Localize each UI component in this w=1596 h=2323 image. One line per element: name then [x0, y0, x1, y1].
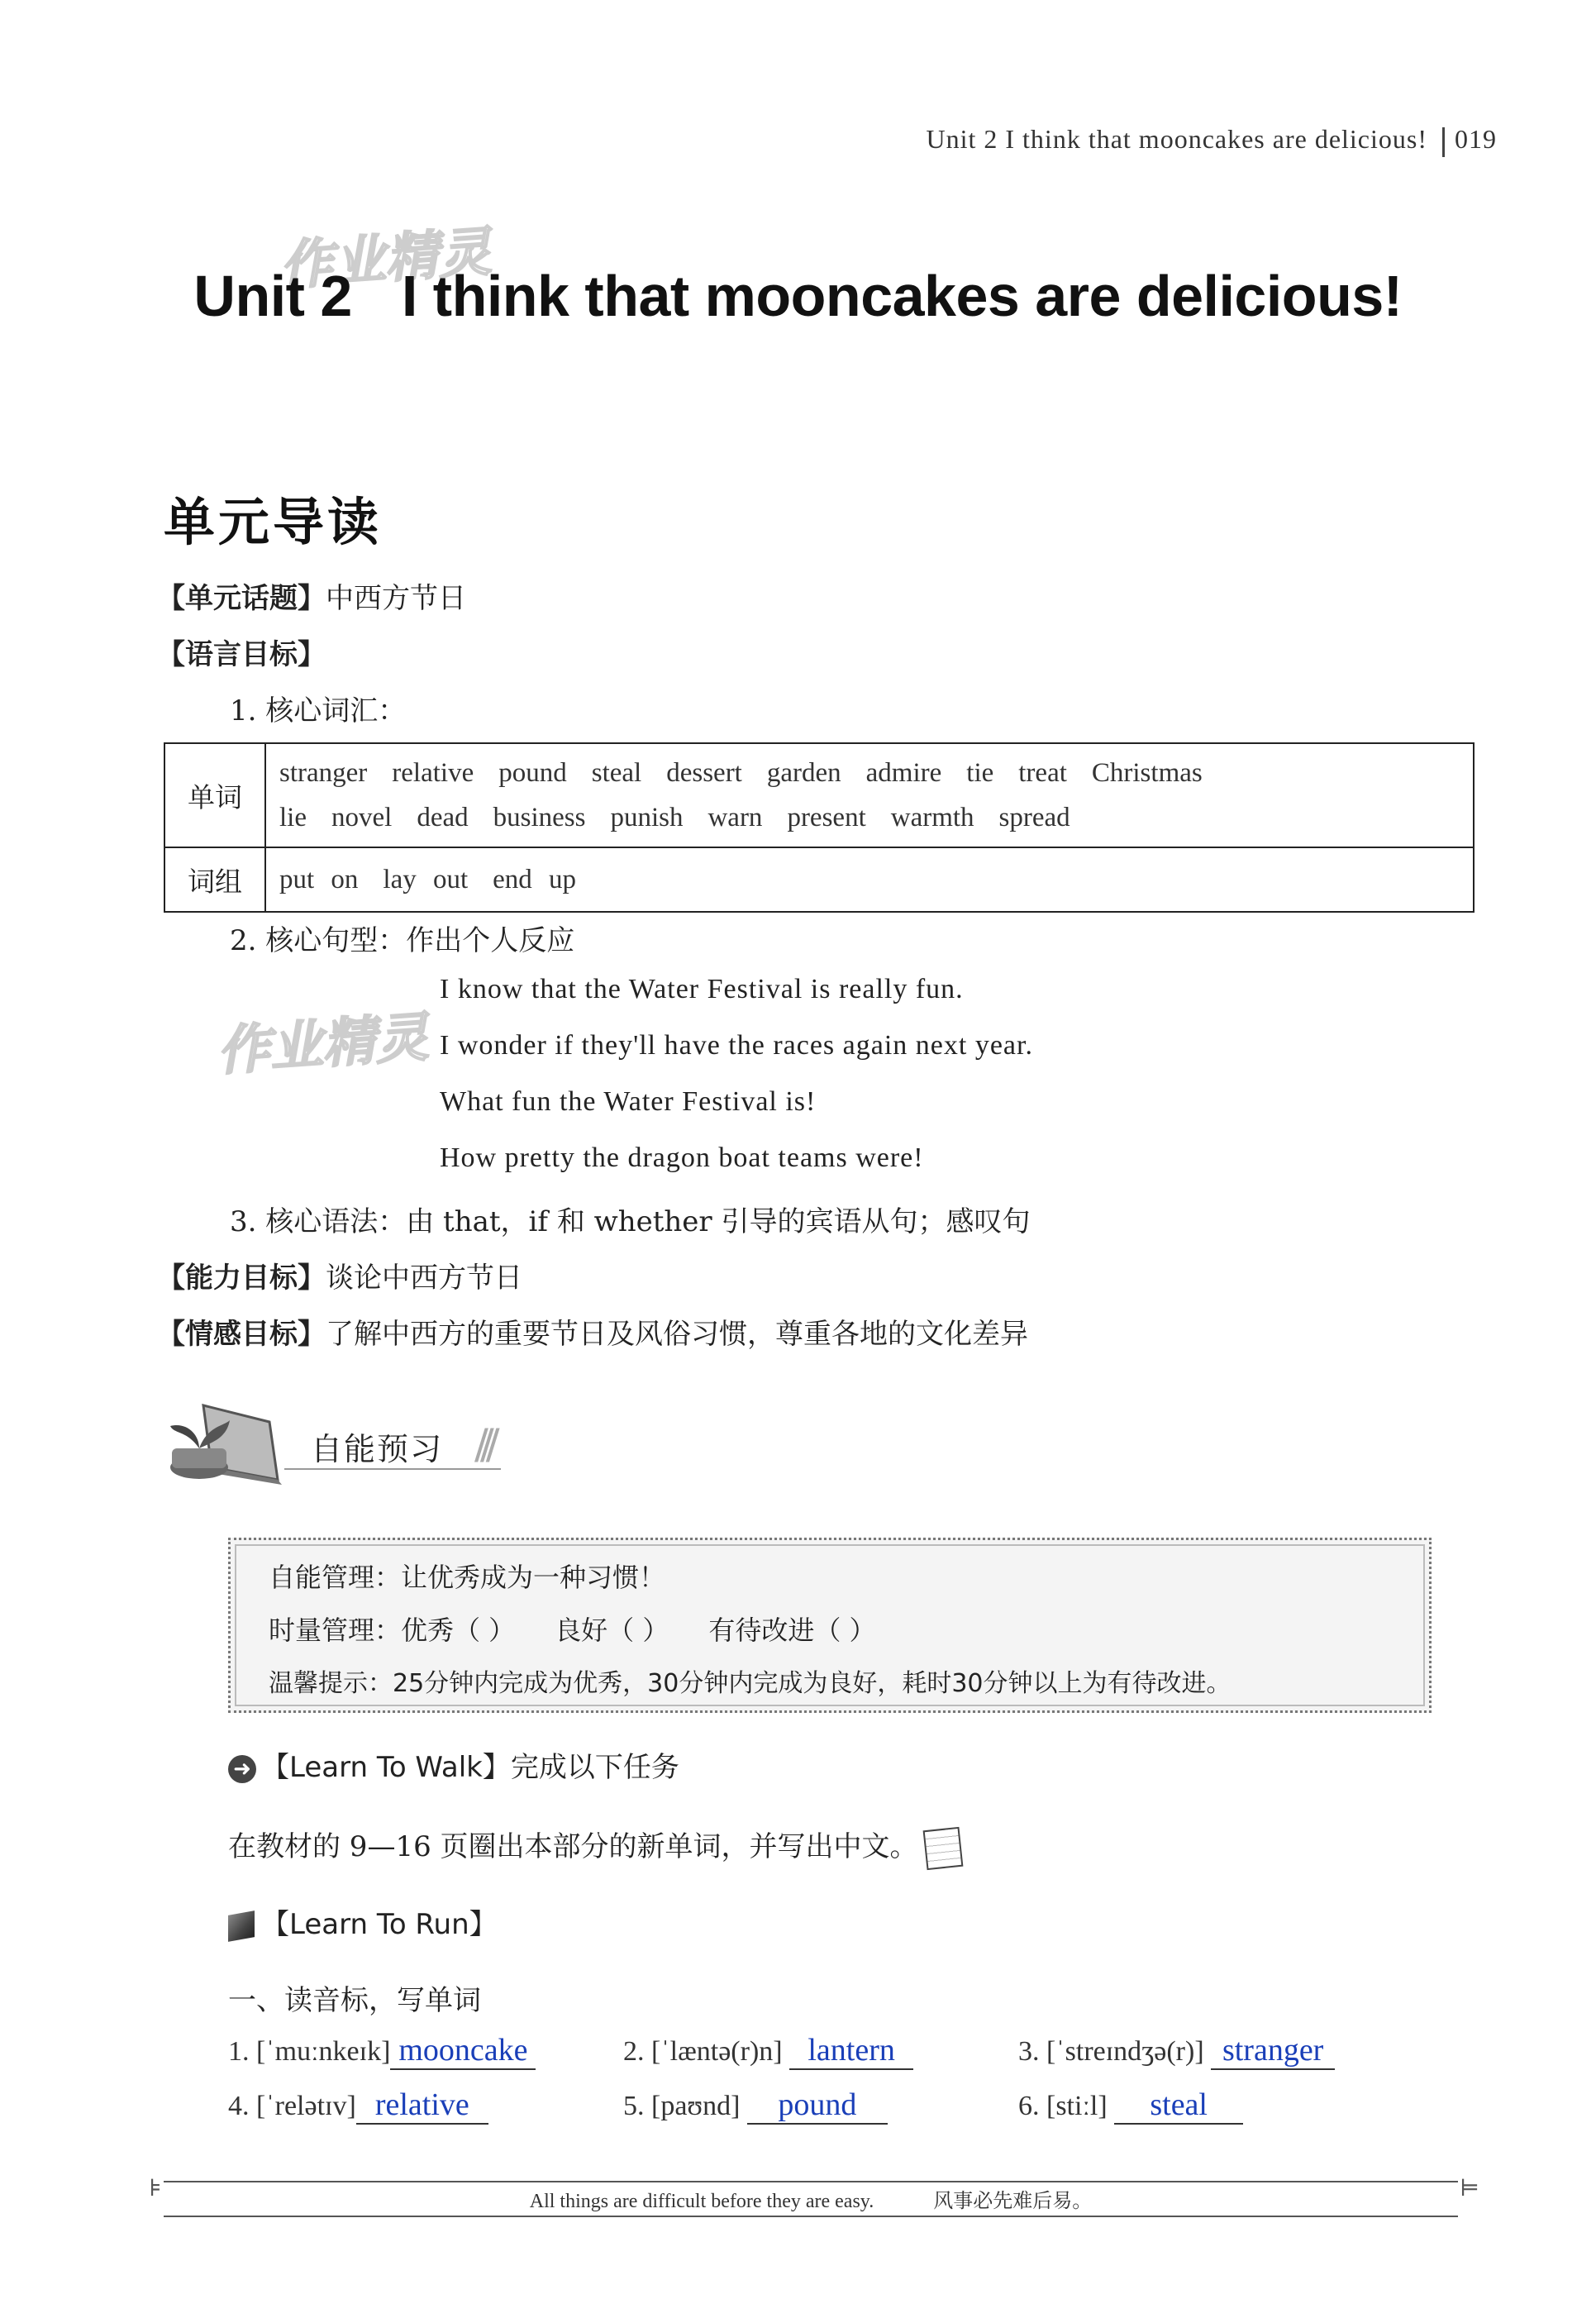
emotion-value: 了解中西方的重要节日及风俗习惯，尊重各地的文化差异 — [326, 1318, 1028, 1351]
footer-text: All things are difficult before they are easy. 风事必先难后易。 — [529, 2191, 1093, 2212]
vocab-word: steal — [591, 758, 642, 788]
sentence-4: How pretty the dragon boat teams were! — [440, 1142, 924, 1173]
language-goals-line — [157, 632, 326, 672]
words-cell — [265, 743, 1474, 847]
vocab-word: relative — [392, 758, 474, 788]
answer-field[interactable]: steal — [1114, 2087, 1243, 2125]
vocab-word: lie — [279, 803, 307, 832]
sentence-intro — [230, 918, 574, 958]
vocab-word: treat — [1018, 758, 1067, 788]
vocab-word: spread — [998, 803, 1070, 832]
watermark-top: 作业精灵 — [278, 222, 493, 296]
vocab-word: present — [787, 803, 866, 832]
language-goals-label: 【语言目标】 — [157, 638, 326, 671]
grammar-text: 由 that，if 和 whether 引导的宾语从句；感叹句 — [406, 1205, 1031, 1238]
answer-field[interactable]: pound — [747, 2087, 888, 2125]
answer-field[interactable]: mooncake — [390, 2032, 536, 2070]
vocab-word: pound — [498, 758, 567, 788]
arrow-right-icon: ➜ — [228, 1755, 256, 1783]
answer-field[interactable]: lantern — [789, 2032, 913, 2070]
unit-title — [0, 263, 1596, 329]
box-line-2: 时量管理：优秀（ ） 良好（ ） 有待改进（ ） — [269, 1615, 876, 1646]
box-line-1: 自能管理：让优秀成为一种习惯！ — [269, 1562, 666, 1593]
answer-field[interactable]: relative — [356, 2087, 488, 2125]
vocab-word: dead — [417, 803, 469, 832]
ability-goal-line — [157, 1255, 522, 1295]
exercise-2 — [623, 2032, 913, 2070]
sentence-1: I know that the Water Festival is really fun. — [440, 974, 964, 1004]
running-header — [926, 124, 1497, 157]
box-line-3: 温馨提示：25分钟内完成为优秀，30分钟内完成为良好，耗时30分钟以上为有待改进。 — [269, 1669, 1232, 1698]
footer-bar — [149, 2174, 1480, 2217]
preview-underline — [284, 1468, 501, 1470]
vocab-word: warmth — [890, 803, 974, 832]
learn-to-walk-heading — [228, 1744, 679, 1785]
phonetic: [ˈrelətɪv] — [256, 2091, 356, 2121]
page-number: 019 — [1455, 124, 1497, 154]
preview-title: 自能预习 — [311, 1431, 444, 1467]
sentence-intro-text: 作出个人反应 — [406, 924, 575, 957]
run-heading-text: 【Learn To Run】 — [261, 1908, 498, 1941]
words-label: 单词 — [164, 743, 265, 847]
exercise-num: 2. — [623, 2036, 645, 2067]
vocab-phrase: end up — [493, 865, 577, 894]
walk-task — [228, 1824, 961, 1868]
vocab-word: Christmas — [1091, 758, 1203, 788]
header-divider — [1442, 127, 1445, 157]
exercise-5 — [623, 2087, 888, 2125]
vocab-word: admire — [865, 758, 942, 788]
exercise-num: 3. — [1018, 2036, 1040, 2067]
phonetic: [ˈmuːnkeɪk] — [256, 2036, 391, 2067]
section-heading: 单元导读 — [164, 492, 383, 552]
sentence-3: What fun the Water Festival is! — [440, 1086, 817, 1117]
phonetic: [ˈlæntə(r)n] — [651, 2036, 783, 2067]
cube-icon — [228, 1910, 255, 1942]
phonetic: [ˈstreɪndʒə(r)] — [1046, 2036, 1204, 2067]
exercise-num: 6. — [1018, 2091, 1040, 2121]
unit-topic-line — [157, 575, 466, 616]
phrases-row — [164, 847, 1474, 912]
vocab-word: garden — [766, 758, 841, 788]
exercise-num: 1. — [228, 2036, 250, 2067]
walk-task-text: 在教材的 9—16 页圈出本部分的新单词，并写出中文。 — [228, 1830, 918, 1863]
ability-value: 谈论中西方节日 — [326, 1262, 522, 1295]
topic-label: 【单元话题】 — [157, 582, 326, 615]
phonetic: [paʊnd] — [651, 2091, 741, 2121]
phrases-label: 词组 — [164, 847, 265, 912]
vocab-word: novel — [331, 803, 393, 832]
exercise-num: 4. — [228, 2091, 250, 2121]
vocab-phrase: lay out — [383, 865, 469, 894]
vocab-word: warn — [707, 803, 763, 832]
unit-number: Unit 2 — [193, 264, 352, 328]
slash-decoration: /// — [474, 1420, 492, 1468]
vocabulary-table — [164, 742, 1475, 913]
emotion-label: 【情感目标】 — [157, 1318, 326, 1351]
phonetic: [stiːl] — [1046, 2091, 1108, 2121]
ability-label: 【能力目标】 — [157, 1262, 326, 1295]
unit-title-text: I think that mooncakes are delicious! — [401, 264, 1403, 328]
self-management-box — [228, 1538, 1432, 1713]
exercise-3 — [1018, 2032, 1335, 2070]
exercise-6 — [1018, 2087, 1243, 2125]
exercise-1 — [228, 2032, 536, 2070]
running-header-title: Unit 2 I think that mooncakes are delicious! — [926, 124, 1427, 154]
emotion-goal-line — [157, 1311, 1028, 1352]
vocab-intro: 1. 核心词汇： — [230, 694, 407, 727]
phrases-cell — [265, 847, 1474, 912]
exercise-num: 5. — [623, 2091, 645, 2121]
footer-left-cap: ⊧ — [149, 2174, 162, 2201]
footer-right-cap: ⊨ — [1460, 2174, 1480, 2201]
vocab-word: tie — [966, 758, 994, 788]
book-plant-icon — [162, 1389, 286, 1488]
topic-value: 中西方节日 — [326, 582, 466, 615]
answer-field[interactable]: stranger — [1211, 2032, 1335, 2070]
notebook-icon — [922, 1827, 963, 1870]
words-line-2 — [279, 795, 1460, 840]
vocab-phrase: put on — [279, 865, 359, 894]
walk-heading-text: 【Learn To Walk】完成以下任务 — [261, 1751, 679, 1784]
vocab-word: business — [493, 803, 586, 832]
sentence-intro-num: 2. 核心句型： — [230, 924, 407, 957]
vocab-word: dessert — [666, 758, 742, 788]
phrases-line — [279, 857, 1460, 902]
words-row — [164, 743, 1474, 847]
exercise-title: 一、读音标，写单词 — [228, 1984, 481, 2017]
watermark-middle: 作业精灵 — [215, 1007, 431, 1081]
grammar-line — [230, 1199, 1031, 1239]
vocab-word: punish — [610, 803, 684, 832]
sentence-2: I wonder if they'll have the races again next year. — [440, 1030, 1033, 1061]
words-line-1 — [279, 751, 1460, 795]
vocab-word: stranger — [279, 758, 368, 788]
grammar-num: 3. 核心语法： — [230, 1205, 407, 1238]
exercise-4 — [228, 2087, 488, 2125]
learn-to-run-heading — [228, 1901, 498, 1942]
